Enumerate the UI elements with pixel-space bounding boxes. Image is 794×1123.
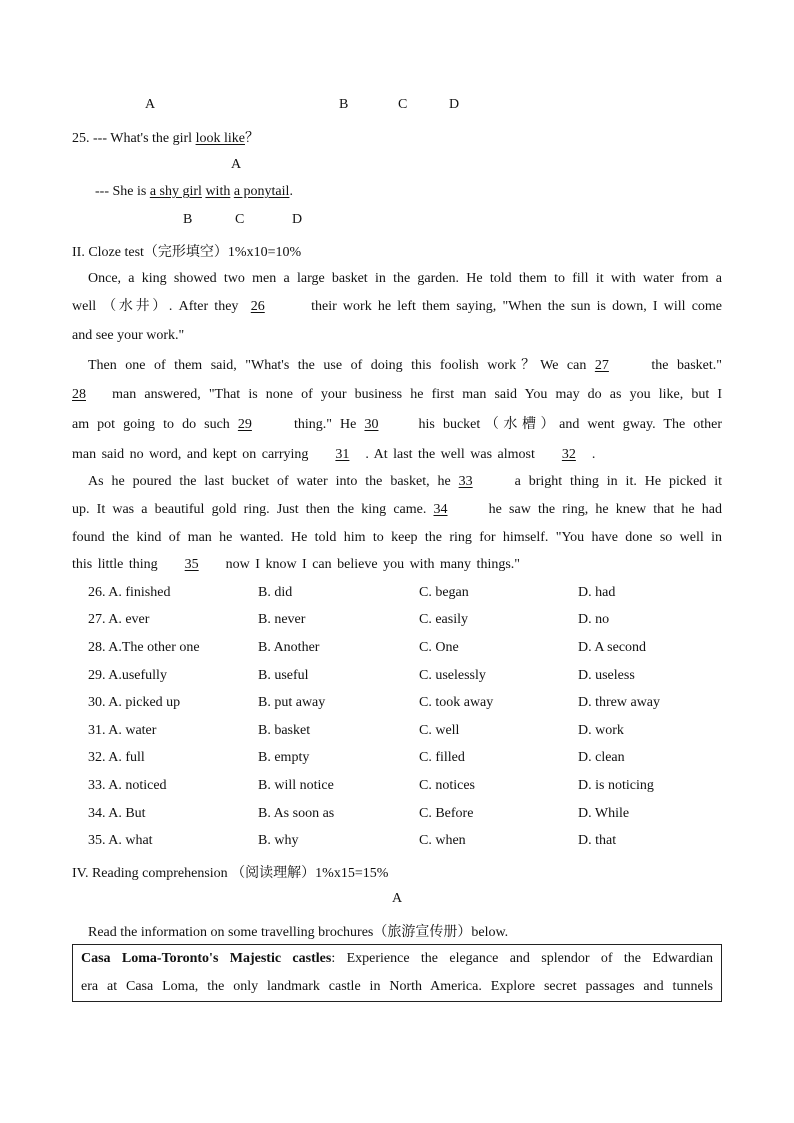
q24-letter-c: C bbox=[398, 97, 408, 112]
option-28-a: 28. A.The other one bbox=[88, 640, 200, 655]
option-26-c: C. began bbox=[419, 585, 469, 600]
option-34-d: D. While bbox=[578, 806, 630, 821]
cloze-p3-line2: up. It was a beautiful gold ring. Just then the king came. 34 he saw the ring, he knew that he had bbox=[72, 502, 723, 517]
cloze-p2-line1: Then one of them said, "What's the use of doing this foolish work？We can 27 the basket." bbox=[88, 358, 722, 373]
option-28-d: D. A second bbox=[578, 640, 647, 655]
q25-prefix: --- What's the girl bbox=[93, 131, 196, 146]
option-28-c: C. One bbox=[419, 640, 459, 655]
reading-section-letter: A bbox=[392, 891, 403, 906]
blank-27: 27 bbox=[594, 358, 609, 373]
cloze-p1-line2: well （水井）. After they 26 their work he left them saying, "When the sun is down, I will come bbox=[72, 299, 723, 314]
option-27-d: D. no bbox=[578, 612, 610, 627]
q25-letter-a: A bbox=[231, 157, 242, 172]
option-29-c: C. uselessly bbox=[419, 668, 486, 683]
cloze-p2-line2: 28 man answered, "That is none of your business he first man said You may do as you like, but I bbox=[72, 387, 722, 402]
brochure-line2: era at Casa Loma, the only landmark castle in North America. Explore secret passages and tunnels bbox=[81, 979, 713, 994]
option-32-b: B. empty bbox=[258, 750, 310, 765]
option-34-c: C. Before bbox=[419, 806, 474, 821]
q25-suffix: ？ bbox=[244, 131, 259, 146]
option-31-c: C. well bbox=[419, 723, 460, 738]
option-31-a: 31. A. water bbox=[88, 723, 157, 738]
option-32-d: D. clean bbox=[578, 750, 625, 765]
cloze-p2-line3: am pot going to do such 29 thing." He 30 his bucket（水槽）and went gway. The other bbox=[72, 417, 723, 432]
option-35-c: C. when bbox=[419, 833, 466, 848]
option-29-d: D. useless bbox=[578, 668, 635, 683]
option-28-b: B. Another bbox=[258, 640, 320, 655]
option-31-d: D. work bbox=[578, 723, 624, 738]
option-35-d: D. that bbox=[578, 833, 617, 848]
cloze-p1-line3: and see your work." bbox=[72, 328, 185, 343]
q25-ans-c: with bbox=[205, 184, 231, 199]
blank-30: 30 bbox=[364, 417, 379, 432]
cloze-p3-line3: found the kind of man he wanted. He told him to keep the ring for himself. "You have done so well in bbox=[72, 530, 722, 545]
option-27-b: B. never bbox=[258, 612, 306, 627]
option-33-b: B. will notice bbox=[258, 778, 334, 793]
option-32-c: C. filled bbox=[419, 750, 465, 765]
reading-intro: Read the information on some travelling brochures（旅游宣传册）below. bbox=[88, 925, 509, 940]
q25-ans-d: a ponytail bbox=[233, 184, 290, 199]
blank-31: 31 bbox=[335, 447, 350, 462]
option-30-b: B. put away bbox=[258, 695, 326, 710]
option-27-a: 27. A. ever bbox=[88, 612, 150, 627]
cloze-p2-line4: man said no word, and kept on carrying 31 . At last the well was almost 32 . bbox=[72, 447, 596, 462]
option-33-a: 33. A. noticed bbox=[88, 778, 167, 793]
option-30-a: 30. A. picked up bbox=[88, 695, 181, 710]
option-29-a: 29. A.usefully bbox=[88, 668, 167, 683]
blank-35: 35 bbox=[184, 557, 199, 572]
q25-number: 25. bbox=[72, 131, 93, 146]
q25-answer-prefix: --- She is bbox=[95, 184, 150, 199]
blank-32: 32 bbox=[561, 447, 576, 462]
q25-answer bbox=[95, 184, 293, 200]
option-33-c: C. notices bbox=[419, 778, 475, 793]
reading-heading: IV. Reading comprehension （阅读理解）1%x15=15% bbox=[72, 866, 389, 881]
q25-letter-d: D bbox=[292, 212, 303, 227]
option-32-a: 32. A. full bbox=[88, 750, 145, 765]
option-33-d: D. is noticing bbox=[578, 778, 654, 793]
cloze-p1-line1: Once, a king showed two men a large basket in the garden. He told them to fill it with water from a bbox=[88, 271, 722, 286]
option-26-b: B. did bbox=[258, 585, 293, 600]
q25-underlined: look like bbox=[195, 131, 245, 146]
blank-28: 28 bbox=[72, 387, 86, 402]
blank-33: 33 bbox=[458, 474, 473, 489]
brochure-title: Casa Loma-Toronto's Majestic castles bbox=[81, 951, 332, 966]
option-30-c: C. took away bbox=[419, 695, 494, 710]
blank-26: 26 bbox=[250, 299, 265, 314]
q25-ans-b: a shy girl bbox=[149, 184, 202, 199]
cloze-heading: II. Cloze test（完形填空）1%x10=10% bbox=[72, 245, 302, 260]
option-34-b: B. As soon as bbox=[258, 806, 335, 821]
option-30-d: D. threw away bbox=[578, 695, 661, 710]
q25-letter-b: B bbox=[183, 212, 193, 227]
q24-letter-b: B bbox=[339, 97, 349, 112]
brochure-box bbox=[72, 944, 722, 1002]
brochure-line1: Casa Loma-Toronto's Majestic castles: Experience the elegance and splendor of the Edwardian bbox=[81, 951, 714, 966]
cloze-p3-line1: As he poured the last bucket of water into the basket, he 33 a bright thing in it. He picked it bbox=[88, 474, 723, 489]
option-29-b: B. useful bbox=[258, 668, 309, 683]
option-26-a: 26. A. finished bbox=[88, 585, 171, 600]
option-27-c: C. easily bbox=[419, 612, 468, 627]
blank-29: 29 bbox=[237, 417, 252, 432]
option-26-d: D. had bbox=[578, 585, 616, 600]
option-35-b: B. why bbox=[258, 833, 299, 848]
q25-answer-suffix: . bbox=[289, 184, 293, 199]
blank-34: 34 bbox=[433, 502, 448, 517]
q24-letter-d: D bbox=[449, 97, 460, 112]
q25-question bbox=[72, 127, 259, 147]
option-34-a: 34. A. But bbox=[88, 806, 146, 821]
cloze-p3-line4: this little thing 35 now I know I can believe you with many things." bbox=[72, 557, 521, 572]
option-35-a: 35. A. what bbox=[88, 833, 153, 848]
option-31-b: B. basket bbox=[258, 723, 311, 738]
q25-letter-c: C bbox=[235, 212, 245, 227]
q24-letter-a: A bbox=[145, 97, 156, 112]
